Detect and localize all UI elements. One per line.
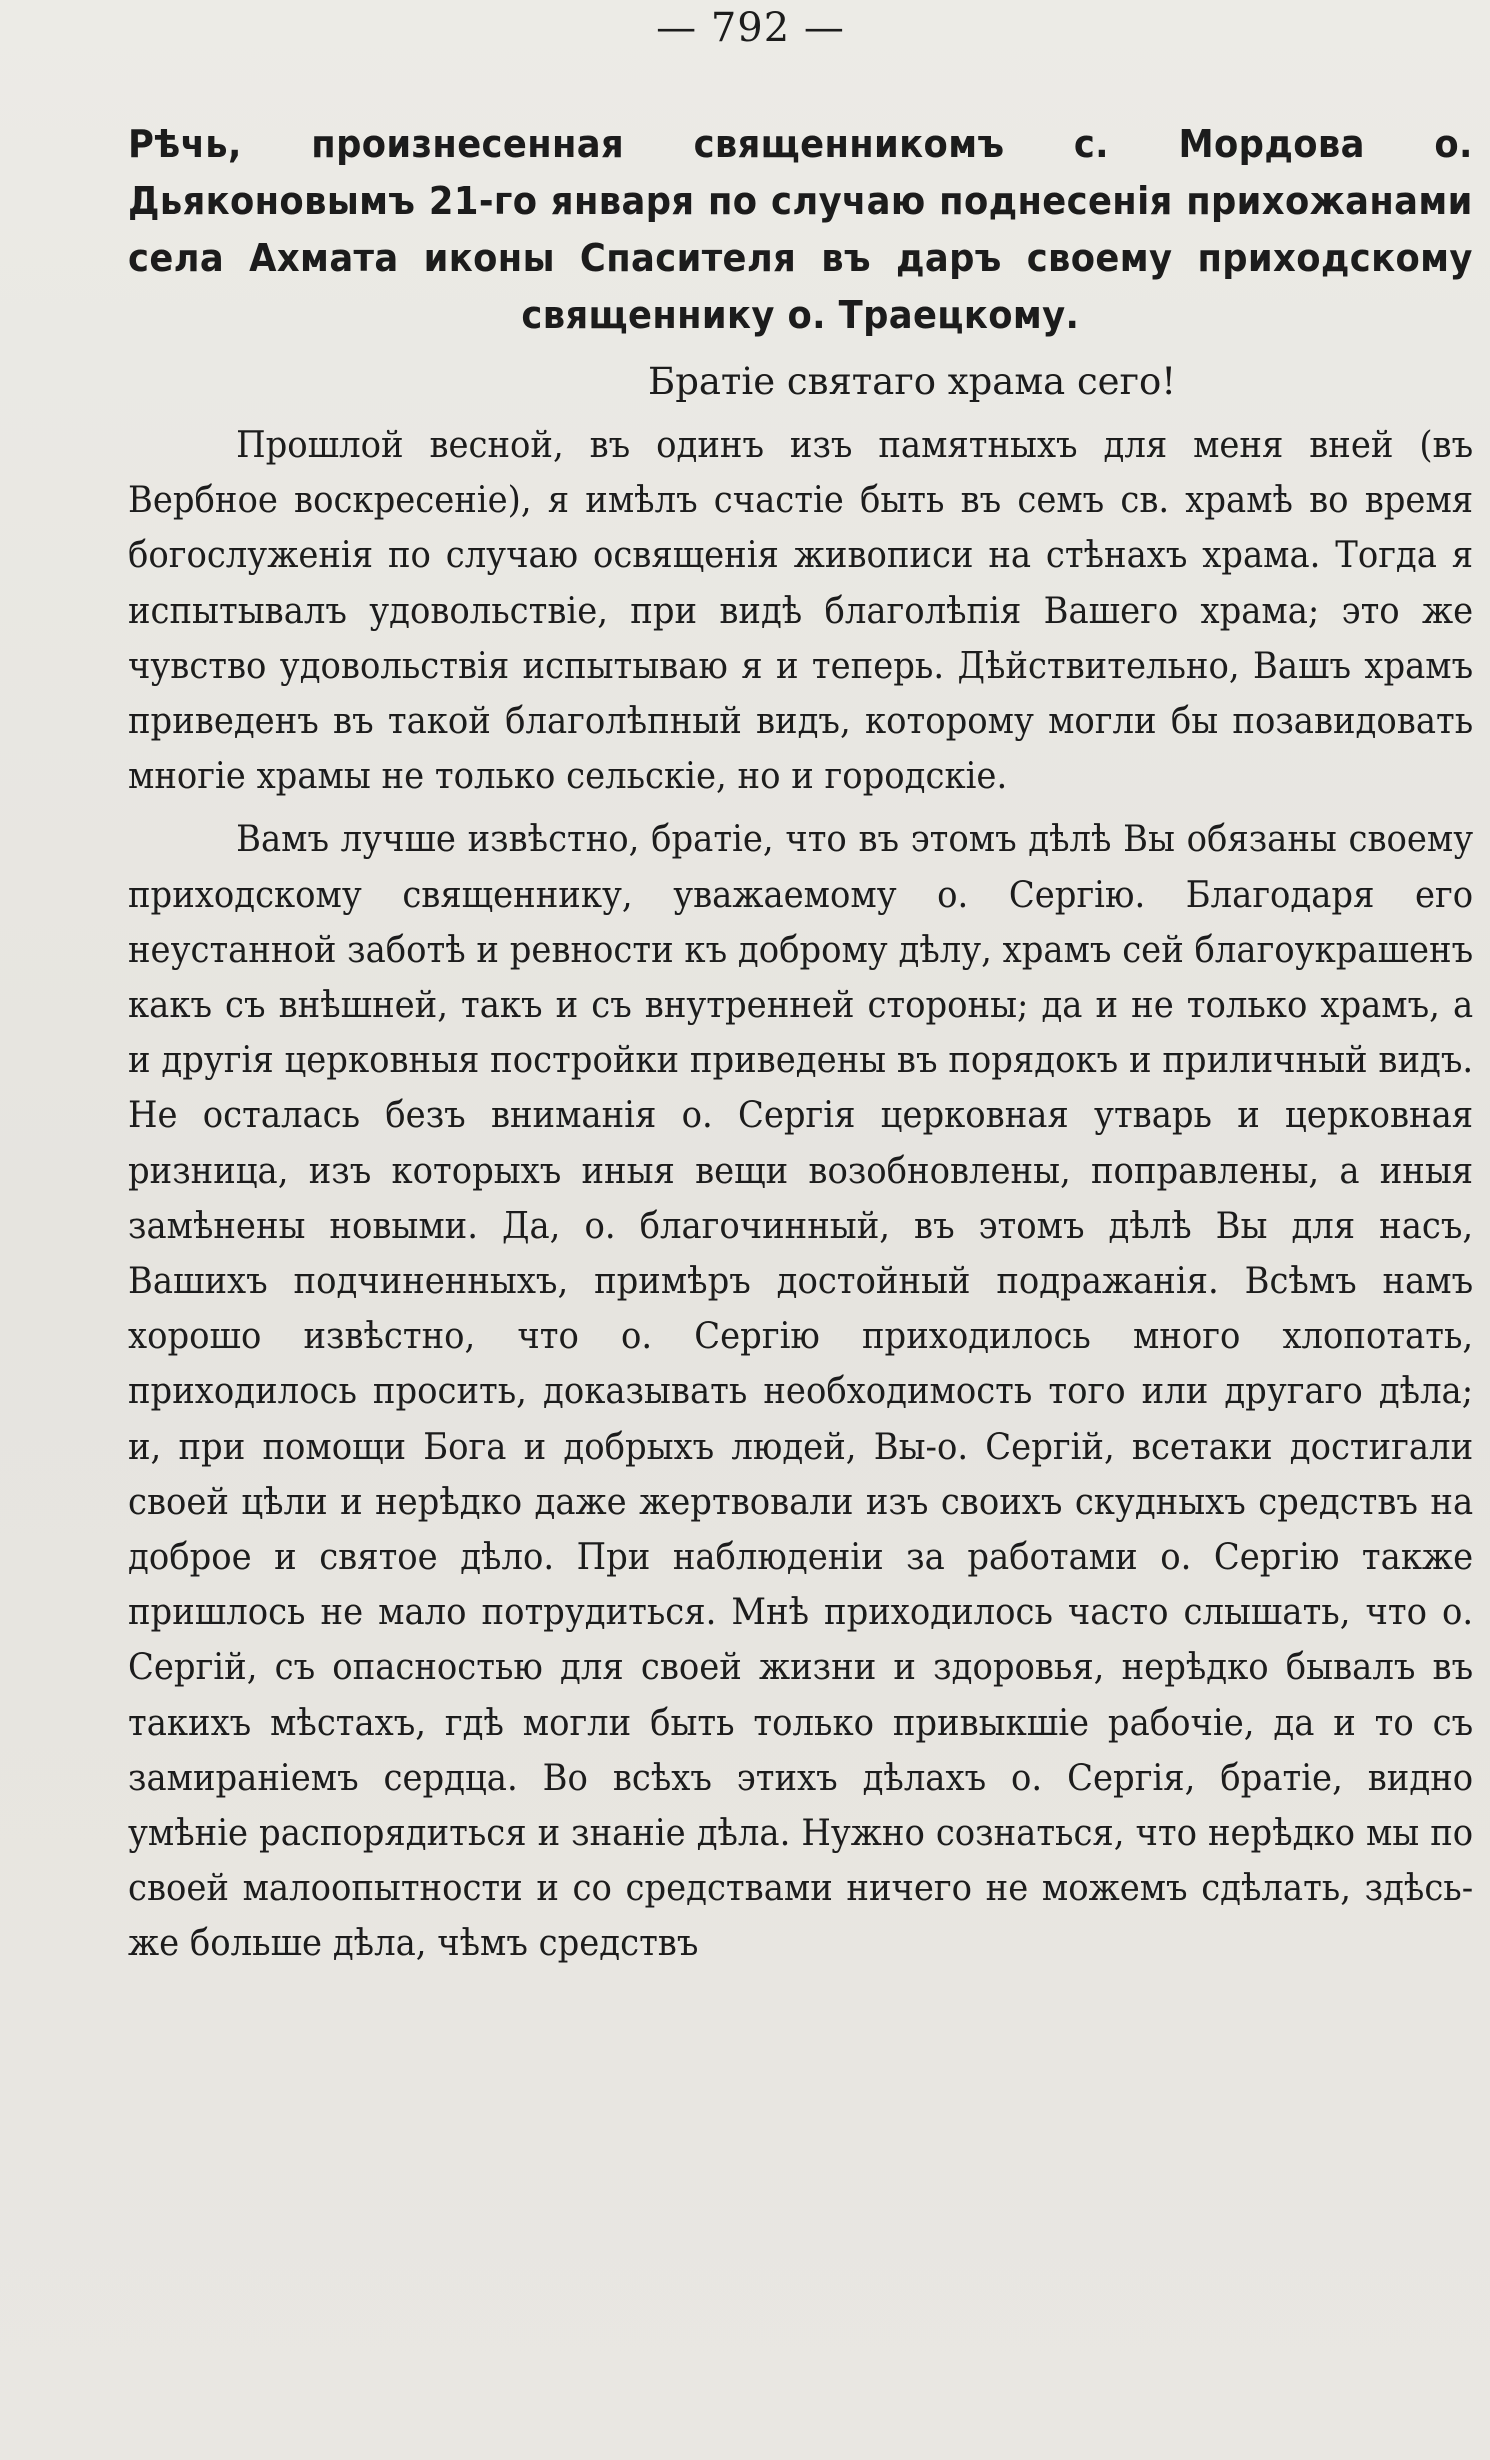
article-body xyxy=(128,418,1473,1972)
article-title: Рѣчь, произнесенная священникомъ с. Мордова о. Дьяконовымъ 21-го января по случаю поднесенія прихожанами села Ахмата иконы Спасителя въ даръ своему приходскому священнику о. Траецкому. xyxy=(128,122,1473,337)
page-content xyxy=(128,0,1473,1972)
page-number: — 792 — xyxy=(656,5,845,51)
paragraph-2: Вамъ лучше извѣстно, братіе, что въ этомъ дѣлѣ Вы обязаны своему приходскому священнику, уважаемому о. Сергію. Благодаря его неустанной заботѣ и ревности къ доброму дѣлу, храмъ сей благоукрашенъ какъ съ внѣшней, такъ и съ внутренней стороны; да и не только храмъ, а и другія церковныя постройки приведены въ порядокъ и приличный видъ. Не осталась безъ вниманія о. Сергія церковная утварь и церковная ризница, изъ которыхъ иныя вещи возобновлены, поправлены, а иныя замѣнены новыми. Да, о. благочинный, въ этомъ дѣлѣ Вы для насъ, Вашихъ подчиненныхъ, примѣръ достойный подражанія. Всѣмъ намъ хорошо извѣстно, что о. Сергію приходилось много хлопотать, приходилось просить, доказывать необходимость того или другаго дѣла; и, при помощи Бога и добрыхъ людей, Вы-о. Сергій, всетаки достигали своей цѣли и нерѣдко даже жертвовали изъ своихъ скудныхъ средствъ на доброе и святое дѣло. При наблюденіи за работами о. Сергію также пришлось не мало потрудиться. Мнѣ приходилось часто слышать, что о. Сергій, съ опасностью для своей жизни и здоровья, нерѣдко бывалъ въ такихъ мѣстахъ, гдѣ могли быть только привыкшіе рабочіе, да и то съ замираніемъ сердца. Во всѣхъ этихъ дѣлахъ о. Сергія, братіе, видно умѣніе распорядиться и знаніе дѣла. Нужно сознаться, что нерѣдко мы по своей малоопытности и со средствами ничего не можемъ сдѣлать, здѣсь-же больше дѣла, чѣмъ средствъ xyxy=(128,819,1474,1965)
article-greeting: Братіе святаго храма сего! xyxy=(648,360,1177,403)
paragraph-1: Прошлой весной, въ одинъ изъ памятныхъ для меня вней (въ Вербное воскресеніе), я имѣлъ счастіе быть въ семъ св. храмѣ во время богослуженія по случаю освященія живописи на стѣнахъ храма. Тогда я испытывалъ удовольствіе, при видѣ благолѣпія Вашего храма; это же чувство удовольствія испытываю я и теперь. Дѣйствительно, Вашъ храмъ приведенъ въ такой благолѣпный видъ, которому могли бы позавидовать многіе храмы не только сельскіе, но и городскіе. xyxy=(128,425,1474,798)
